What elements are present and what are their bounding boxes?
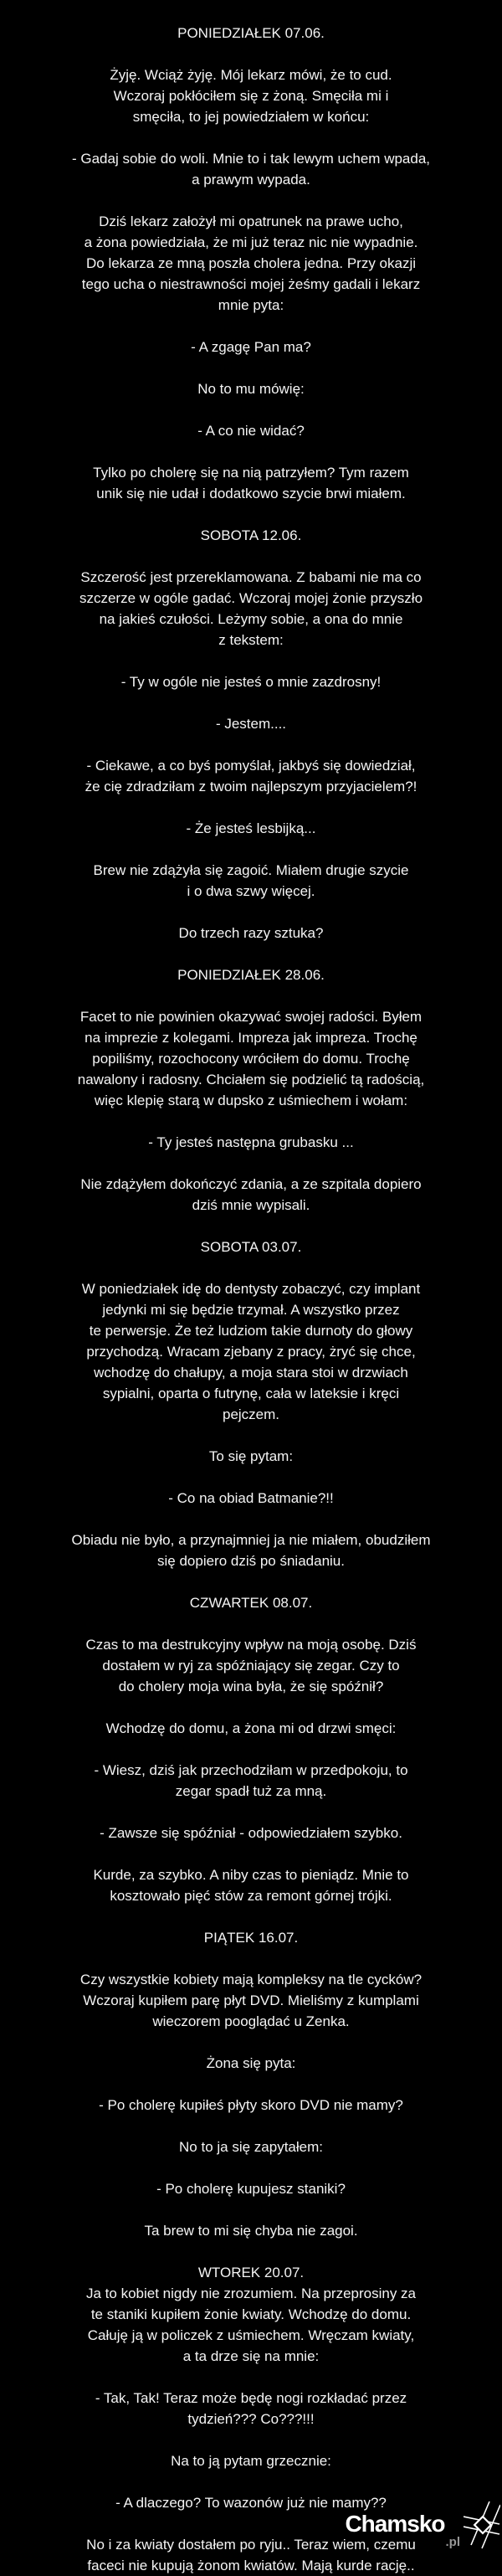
section-heading: CZWARTEK 08.07. (189, 1595, 313, 1611)
brand-suffix: .pl (445, 2535, 460, 2549)
paragraph: Wchodzę do domu, a żona mi od drzwi smęci: (105, 1720, 397, 1736)
paragraph: - A dlaczego? To wazonów już nie mamy?? (115, 2495, 387, 2511)
paragraph: - Ciekawe, a co byś pomyślał, jakbyś się dowiedział, że cię zdradziłam z twoim najlepszym przyjacielem?! (85, 758, 417, 794)
paragraph: Szczerość jest przereklamowana. Z babami nie ma co szczerze w ogóle gadać. Wczoraj mojej żonie przyszło na jakieś czułości. Leżymy sobie, a ona do mnie z tekstem: (79, 569, 423, 648)
paragraph: No i za kwiaty dostałem po ryju.. Teraz wiem, czemu faceci nie kupują żonom kwiatów. Mają kurde rację.. (86, 2537, 416, 2573)
section-heading: PONIEDZIAŁEK 07.06. (177, 25, 325, 41)
paragraph: No to ja się zapytałem: (179, 2139, 323, 2155)
brand-name: Chamsko (345, 2511, 445, 2537)
paragraph: - Po cholerę kupujesz staniki? (156, 2181, 346, 2197)
paragraph: - Gadaj sobie do woli. Mnie to i tak lewym uchem wpada, a prawym wypada. (71, 151, 431, 188)
paragraph: Na to ją pytam grzecznie: (171, 2453, 331, 2469)
paragraph: Ja to kobiet nigdy nie zrozumiem. Na przeprosiny za te staniki kupiłem żonie kwiaty. Wchodzę do domu. Całuję ją w policzek z uśmiechem. Wręczam kwiaty, a ta drze się na mnie: (85, 2285, 416, 2364)
paragraph: Czy wszystkie kobiety mają kompleksy na tle cycków? Wczoraj kupiłem parę płyt DVD. Mieliśmy z kumplami wieczorem pooglądać u Zenka. (79, 1972, 423, 2029)
paragraph: Żyję. Wciąż żyję. Mój lekarz mówi, że to cud. Wczoraj pokłóciłem się z żoną. Smęciła mi i smęciła, to jej powiedziałem w końcu: (110, 67, 392, 125)
hash-crosshair-icon (464, 2498, 500, 2550)
paragraph: Do trzech razy sztuka? (178, 925, 324, 941)
site-watermark (345, 2498, 500, 2550)
paragraph: - Ty w ogóle nie jesteś o mnie zazdrosny! (120, 674, 382, 690)
paragraph: Nie zdążyłem dokończyć zdania, a ze szpitala dopiero dziś mnie wypisali. (80, 1176, 422, 1213)
paragraph: - Ty jesteś następna grubasku ... (148, 1134, 354, 1150)
paragraph: - Jestem.... (215, 716, 287, 732)
section-heading: PIĄTEK 16.07. (203, 1930, 299, 1946)
paragraph: Czas to ma destrukcyjny wpływ na moją osobę. Dziś dostałem w ryj za spóźniający się zegar. Czy to do cholery moja wina była, że się spóźnił? (85, 1637, 417, 1694)
paragraph: Ta brew to mi się chyba nie zagoi. (144, 2223, 358, 2239)
paragraph: No to mu mówię: (197, 381, 305, 397)
paragraph: - Co na obiad Batmanie?!! (168, 1490, 334, 1506)
paragraph: Facet to nie powinien okazywać swojej radości. Byłem na imprezie z kolegami. Impreza jak impreza. Trochę popiliśmy, rozochocony wróciłem do domu. Trochę nawalony i radosny. Chciałem się podzielić tą radością, więc klepię starą w dupsko z uśmiechem i wołam: (77, 1009, 425, 1108)
paragraph: - Zawsze się spóźniał - odpowiedziałem szybko. (100, 1825, 402, 1841)
paragraph: Dziś lekarz założył mi opatrunek na prawe ucho, a żona powiedziała, że mi już teraz nic nie wypadnie. Do lekarza ze mną poszła cholera jedna. Przy okazji tego ucha o niestrawności mojej żeśmy gadali i lekarz mnie pyta: (81, 213, 421, 313)
paragraph: - Tak, Tak! Teraz może będę nogi rozkładać przez tydzień??? Co???!!! (95, 2390, 407, 2427)
paragraph: - A zgagę Pan ma? (191, 339, 311, 355)
paragraph: Kurde, za szybko. A niby czas to pieniądz. Mnie to kosztowało pięć stów za remont górnej trójki. (93, 1867, 409, 1904)
paragraph: - Że jesteś lesbijką... (186, 820, 316, 836)
paragraph: - Po cholerę kupiłeś płyty skoro DVD nie mamy? (99, 2097, 403, 2113)
paragraph: Obiadu nie było, a przynajmniej ja nie miałem, obudziłem się dopiero dziś po śniadaniu. (71, 1532, 431, 1569)
paragraph: - Wiesz, dziś jak przechodziłam w przedpokoju, to zegar spadł tuż za mną. (94, 1762, 408, 1799)
section-heading: SOBOTA 03.07. (200, 1239, 302, 1255)
section-heading: SOBOTA 12.06. (200, 527, 302, 543)
section-heading: WTOREK 20.07. (197, 2265, 305, 2280)
paragraph: W poniedziałek idę do dentysty zobaczyć, czy implant jedynki mi się będzie trzymał. A wszystko przez te perwersje. Że też ludziom takie durnoty do głowy przychodzą. Wracam zjebany z pracy, żryć się chce, wchodzę do chałupy, a moja stara stoi w drzwiach sypialni, oparta o futrynę, cała w lateksie i kręci pejczem. (81, 1281, 421, 1422)
paragraph: Tylko po cholerę się na nią patrzyłem? Tym razem unik się nie udał i dodatkowo szycie brwi miałem. (93, 465, 409, 501)
paragraph: Brew nie zdążyła się zagoić. Miałem drugie szycie i o dwa szwy więcej. (93, 862, 409, 899)
paragraph: Żona się pyta: (206, 2055, 296, 2071)
section-heading: PONIEDZIAŁEK 28.06. (177, 967, 325, 983)
paragraph: To się pytam: (208, 1448, 294, 1464)
paragraph: - A co nie widać? (197, 423, 305, 439)
